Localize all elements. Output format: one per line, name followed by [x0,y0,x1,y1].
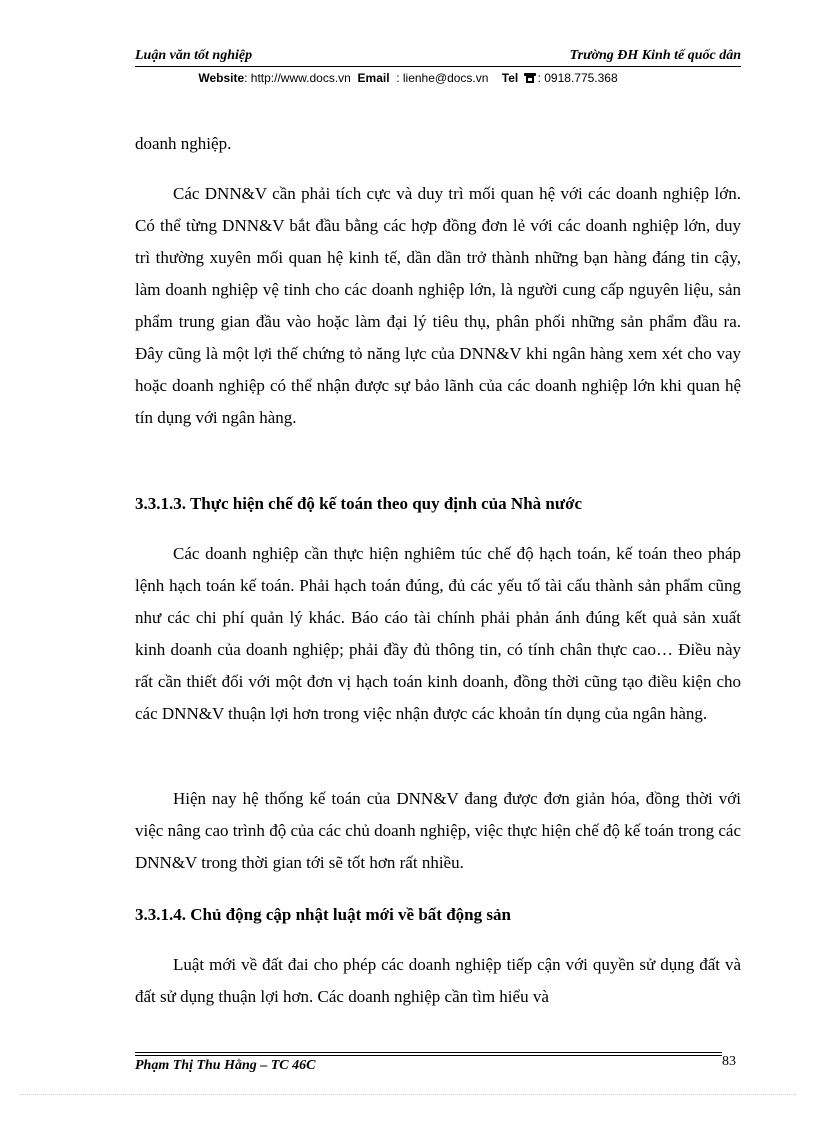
header-rule [135,66,741,67]
footer-rule-top [135,1052,722,1053]
tel-label: Tel [501,71,519,85]
paragraph-4: Luật mới về đất đai cho phép các doanh nghiệp tiếp cận với quyền sử dụng đất và đất sử dụng thuận lợi hơn. Các doanh nghiệp cần tìm hiểu và [135,955,741,1006]
page-header [135,48,741,66]
footer-author: Phạm Thị Thu Hằng – TC 46C [135,1058,316,1073]
website-value: : http://www.docs.vn [244,71,351,85]
telephone-icon [524,73,536,83]
header-university: Trường ĐH Kinh tế quốc dân [569,48,741,63]
website-label: Website [198,71,245,85]
paragraph-3: Hiện nay hệ thống kế toán của DNN&V đang được đơn giản hóa, đồng thời với việc nâng cao trình độ của các chủ doanh nghiệp, việc thực hiện chế độ kế toán trong các DNN&V trong thời gian tới sẽ tốt hơn rất nhiều. [135,789,741,872]
footer-rule-bottom [135,1055,722,1056]
section-heading-3-3-1-4: 3.3.1.4. Chủ động cập nhật luật mới về bất động sản [135,905,511,924]
continued-line: doanh nghiệp. [135,134,232,153]
header-thesis-title: Luận văn tốt nghiệp [135,48,253,63]
tel-value: : 0918.775.368 [537,71,618,85]
email-label: Email [357,71,390,85]
page-break-line [20,1094,796,1095]
header-contact-line [0,71,816,85]
page-number: 83 [722,1054,736,1069]
email-value: : lienhe@docs.vn [396,71,489,85]
paragraph-2: Các doanh nghiệp cần thực hiện nghiêm túc chế độ hạch toán, kế toán theo pháp lệnh hạch toán kế toán. Phải hạch toán đúng, đủ các yếu tố tài cấu thành sản phẩm cũng như các chi phí quản lý khác. Báo cáo tài chính phải phản ánh đúng kết quả sản xuất kinh doanh của doanh nghiệp; phải đầy đủ thông tin, có tính chân thực cao… Điều này rất cần thiết đối với một đơn vị hạch toán kinh doanh, đồng thời cũng tạo điều kiện cho các DNN&V thuận lợi hơn trong việc nhận được các khoản tín dụng của ngân hàng. [135,544,741,723]
paragraph-1: Các DNN&V cần phải tích cực và duy trì mối quan hệ với các doanh nghiệp lớn. Có thể từng DNN&V bắt đầu bằng các hợp đồng đơn lẻ với các doanh nghiệp lớn, duy trì thường xuyên mối quan hệ kinh tế, dần dần trở thành những bạn hàng đáng tin cậy, làm doanh nghiệp vệ tinh cho các doanh nghiệp lớn, là người cung cấp nguyên liệu, sản phẩm trung gian đầu vào hoặc làm đại lý tiêu thụ, phân phối những sản phẩm đầu ra. Đây cũng là một lợi thế chứng tỏ năng lực của DNN&V khi ngân hàng xem xét cho vay hoặc doanh nghiệp có thể nhận được sự bảo lãnh của các doanh nghiệp lớn khi quan hệ tín dụng với ngân hàng. [135,184,741,427]
section-heading-3-3-1-3: 3.3.1.3. Thực hiện chế độ kế toán theo quy định của Nhà nước [135,494,583,513]
